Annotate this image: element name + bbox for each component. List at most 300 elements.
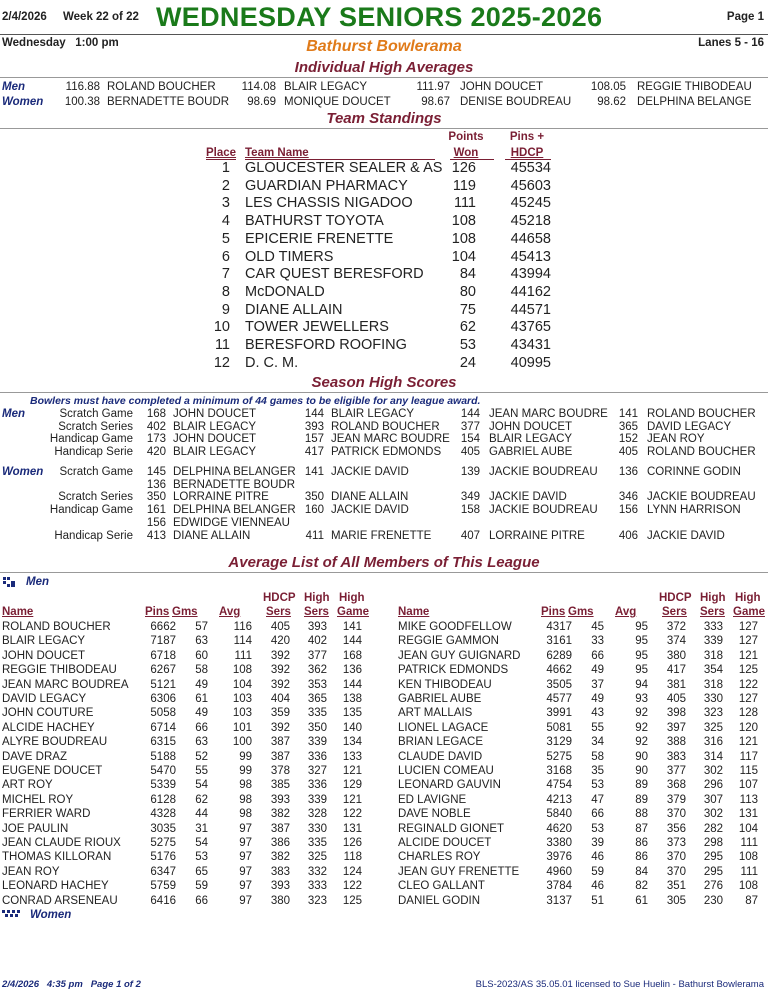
member-hdcp-series: 392 — [270, 649, 290, 662]
member-pins: 3784 — [546, 880, 572, 893]
men-icon — [2, 576, 16, 588]
member-high-series: 339 — [703, 635, 723, 648]
member-pins: 6416 — [150, 894, 176, 907]
footer-license: BLS-2023/AS 35.05.01 licensed to Sue Huelin - Bathurst Bowlerama — [475, 979, 764, 990]
standing-team: McDONALD — [245, 283, 325, 300]
member-hdcp-series: 405 — [270, 621, 290, 633]
member-pins: 6718 — [150, 649, 176, 662]
member-pins: 3976 — [546, 851, 572, 864]
high-average-value: 98.67 — [421, 96, 450, 108]
member-pins: 6128 — [150, 793, 176, 806]
season-bowler: DAVID LEGACY — [647, 420, 732, 433]
member-pins: 6306 — [150, 693, 176, 705]
member-high-game: 111 — [740, 837, 758, 849]
lanes-label: Lanes 5 - 16 — [698, 37, 764, 49]
standing-place: 12 — [213, 354, 230, 371]
member-hdcp-series: 397 — [666, 721, 686, 734]
member-high-game: 121 — [342, 765, 362, 777]
member-high-series: 307 — [703, 793, 723, 806]
member-high-game: 136 — [342, 664, 362, 677]
footer-print-info: 2/4/2026 4:35 pm Page 1 of 2 — [2, 979, 141, 990]
season-bowler: JACKIE DAVID — [647, 529, 725, 542]
member-hdcp-series: 372 — [666, 621, 686, 633]
season-bowler: JEAN MARC BOUDRE — [331, 433, 450, 446]
member-high-series: 295 — [703, 851, 723, 864]
member-name: CLAUDE DAVID — [398, 750, 483, 763]
standing-pins: 45413 — [510, 248, 551, 265]
member-name: LIONEL LAGACE — [398, 721, 489, 734]
header-divider — [0, 34, 768, 35]
season-score: 144 — [460, 408, 480, 420]
col-points-bottom: Won — [453, 147, 479, 159]
member-average: 116 — [233, 621, 252, 633]
member-average: 92 — [635, 707, 648, 720]
season-bowler: JACKIE DAVID — [331, 504, 409, 517]
member-high-series: 330 — [307, 822, 327, 835]
member-high-game: 133 — [342, 750, 362, 763]
col-high-series-top: High — [700, 592, 726, 604]
member-hdcp-series: 392 — [270, 721, 290, 734]
high-average-value: 100.38 — [64, 96, 100, 108]
standing-points: 104 — [451, 248, 476, 265]
season-score: 136 — [618, 466, 638, 478]
league-day-time: Wednesday 1:00 pm — [2, 37, 119, 49]
season-score: 145 — [146, 466, 166, 478]
week-label: Week 22 of 22 — [63, 11, 139, 23]
standing-pins: 40995 — [510, 354, 551, 371]
member-high-game: 128 — [738, 707, 758, 720]
member-name: REGGIE GAMMON — [398, 635, 499, 648]
col-games: Gms — [568, 606, 594, 618]
standing-team: D. C. M. — [245, 354, 299, 371]
member-high-game: 87 — [745, 894, 758, 907]
member-hdcp-series: 392 — [270, 664, 290, 677]
member-pins: 3129 — [546, 736, 572, 749]
member-high-series: 327 — [307, 765, 327, 777]
member-name: CHARLES ROY — [398, 851, 481, 864]
season-bowler: JACKIE BOUDREAU — [489, 466, 598, 478]
member-hdcp-series: 351 — [666, 880, 686, 893]
member-games: 44 — [195, 808, 208, 821]
col-hdcp-top: HDCP — [659, 592, 692, 604]
high-averages-title: Individual High Averages — [294, 59, 474, 76]
member-name: KEN THIBODEAU — [398, 678, 492, 691]
member-high-series: 325 — [307, 851, 327, 864]
standing-team: LES CHASSIS NIGADOO — [245, 195, 413, 212]
standing-place: 4 — [221, 213, 230, 230]
member-average: 103 — [232, 693, 252, 705]
member-pins: 3035 — [150, 822, 176, 835]
member-high-series: 330 — [703, 693, 723, 705]
member-average: 97 — [239, 880, 252, 893]
member-high-game: 125 — [342, 894, 362, 907]
member-games: 34 — [591, 736, 604, 749]
season-bowler: LORRAINE PITRE — [173, 491, 269, 504]
standing-place: 5 — [221, 230, 230, 247]
member-high-series: 339 — [307, 736, 327, 749]
member-high-game: 121 — [738, 649, 758, 662]
standing-team: DIANE ALLAIN — [245, 301, 343, 318]
member-name: ART MALLAIS — [398, 707, 473, 720]
member-average: 90 — [635, 750, 648, 763]
member-hdcp-series: 387 — [270, 822, 290, 835]
member-hdcp-series: 380 — [270, 894, 290, 907]
season-score: 349 — [460, 491, 480, 504]
season-score: 407 — [460, 529, 480, 542]
member-high-series: 377 — [307, 649, 327, 662]
divider — [0, 392, 768, 393]
member-hdcp-series: 381 — [666, 678, 686, 691]
season-score: 141 — [304, 466, 324, 478]
standing-place: 8 — [221, 283, 230, 300]
member-high-series: 336 — [307, 750, 327, 763]
season-score: 413 — [146, 529, 166, 542]
member-high-game: 138 — [342, 693, 362, 705]
member-high-series: 333 — [703, 621, 723, 633]
member-pins: 5339 — [150, 779, 176, 792]
col-place: Place — [206, 147, 237, 159]
col-name: Name — [2, 606, 34, 618]
divider — [0, 572, 768, 573]
standing-points: 126 — [451, 160, 476, 176]
member-average: 84 — [635, 865, 648, 878]
season-bowler: JACKIE BOUDREAU — [647, 491, 756, 504]
season-score: 139 — [460, 466, 480, 478]
report-date: 2/4/2026 — [2, 11, 47, 23]
member-pins: 4577 — [546, 693, 572, 705]
divider — [0, 77, 768, 78]
season-bowler: DELPHINA BELANGER — [173, 466, 296, 478]
standing-team: TOWER JEWELLERS — [245, 319, 389, 336]
member-pins: 5470 — [150, 765, 176, 777]
member-hdcp-series: 387 — [270, 750, 290, 763]
member-name: LEONARD HACHEY — [2, 880, 109, 893]
standing-points: 84 — [459, 266, 476, 283]
season-category: Handicap Serie — [54, 529, 133, 542]
member-high-game: 118 — [343, 851, 362, 864]
col-pins-top: Pins + — [509, 131, 545, 143]
member-games: 46 — [591, 880, 604, 893]
member-name: THOMAS KILLORAN — [2, 851, 112, 864]
high-average-name: BLAIR LEGACY — [284, 81, 368, 93]
col-pins: Pins — [145, 606, 170, 618]
season-bowler: DELPHINA BELANGER — [173, 504, 296, 517]
member-high-series: 335 — [307, 707, 327, 720]
standing-points: 24 — [459, 354, 476, 371]
season-bowler: LYNN HARRISON — [647, 504, 741, 517]
standing-team: CAR QUEST BERESFORD — [245, 266, 424, 283]
member-name: PATRICK EDMONDS — [398, 664, 509, 677]
member-high-series: 328 — [307, 808, 327, 821]
member-high-series: 316 — [703, 736, 723, 749]
member-games: 60 — [195, 649, 208, 662]
member-hdcp-series: 383 — [666, 750, 686, 763]
member-hdcp-series: 404 — [270, 693, 290, 705]
member-games: 66 — [591, 808, 604, 821]
member-name: LUCIEN COMEAU — [398, 765, 494, 777]
men-label: Men — [2, 81, 25, 93]
women-icon — [2, 909, 20, 919]
member-name: LEONARD GAUVIN — [398, 779, 501, 792]
season-bowler: BLAIR LEGACY — [173, 446, 257, 459]
member-hdcp-series: 373 — [666, 837, 686, 849]
member-high-game: 121 — [342, 793, 362, 806]
member-hdcp-series: 393 — [270, 793, 290, 806]
member-high-game: 141 — [342, 621, 362, 633]
member-hdcp-series: 382 — [270, 808, 290, 821]
member-games: 63 — [195, 635, 208, 648]
season-score: 154 — [460, 433, 480, 446]
member-name: ED LAVIGNE — [398, 793, 467, 806]
member-pins: 3380 — [546, 837, 572, 849]
member-high-game: 122 — [342, 880, 362, 893]
member-hdcp-series: 386 — [270, 837, 290, 849]
member-high-series: 318 — [703, 678, 723, 691]
member-name: ALYRE BOUDREAU — [2, 736, 108, 749]
member-name: JEAN GUY GUIGNARD — [398, 649, 521, 662]
member-average: 97 — [239, 822, 252, 835]
member-games: 55 — [195, 765, 208, 777]
member-high-series: 332 — [307, 865, 327, 878]
member-average: 94 — [635, 678, 648, 691]
member-pins: 5121 — [150, 678, 176, 691]
season-score: 346 — [618, 491, 638, 504]
member-games: 62 — [195, 793, 208, 806]
standing-pins: 45245 — [510, 195, 551, 212]
high-average-name: REGGIE THIBODEAU — [637, 81, 752, 93]
member-average: 90 — [635, 765, 648, 777]
col-hdcp-top: HDCP — [263, 592, 296, 604]
member-games: 65 — [195, 865, 208, 878]
standing-pins: 44658 — [510, 230, 551, 247]
member-name: CONRAD ARSENEAU — [2, 894, 118, 907]
high-average-name: DELPHINA BELANGE — [637, 96, 752, 108]
standing-pins: 45218 — [510, 213, 551, 230]
avg-men-label: Men — [26, 576, 49, 588]
member-average: 97 — [239, 865, 252, 878]
standing-points: 62 — [459, 319, 476, 336]
member-pins: 4960 — [546, 865, 572, 878]
standing-team: EPICERIE FRENETTE — [245, 230, 394, 247]
member-high-series: 323 — [703, 707, 723, 720]
season-score: 411 — [305, 529, 324, 542]
standing-team: GUARDIAN PHARMACY — [245, 177, 408, 194]
col-pins: Pins — [541, 606, 566, 618]
member-hdcp-series: 356 — [666, 822, 686, 835]
standing-pins: 45534 — [510, 160, 551, 176]
season-bowler: JACKIE DAVID — [489, 491, 567, 504]
member-high-series: 393 — [307, 621, 327, 633]
col-team-name: Team Name — [245, 147, 309, 159]
high-average-value: 98.69 — [247, 96, 276, 108]
member-games: 46 — [591, 851, 604, 864]
season-score: 393 — [304, 420, 324, 433]
member-name: ALCIDE DOUCET — [398, 837, 492, 849]
col-high-series-bottom: Sers — [700, 606, 725, 618]
member-pins: 4662 — [546, 664, 572, 677]
standing-place: 11 — [214, 337, 230, 353]
season-bowler: BLAIR LEGACY — [489, 433, 573, 446]
member-name: DAVE NOBLE — [398, 808, 471, 821]
divider — [0, 128, 768, 129]
member-average: 104 — [232, 678, 252, 691]
member-high-game: 127 — [738, 693, 758, 705]
col-average: Avg — [615, 606, 637, 618]
women-label: Women — [2, 96, 44, 108]
member-games: 59 — [591, 865, 604, 878]
member-high-game: 126 — [342, 837, 362, 849]
member-high-game: 144 — [342, 678, 362, 691]
member-hdcp-series: 382 — [270, 851, 290, 864]
member-pins: 3161 — [546, 635, 572, 648]
member-high-game: 104 — [738, 822, 758, 835]
member-high-game: 124 — [342, 865, 362, 878]
team-standings-title: Team Standings — [326, 110, 442, 127]
standing-place: 1 — [221, 160, 230, 176]
member-hdcp-series: 378 — [270, 765, 290, 777]
member-high-series: 282 — [703, 822, 723, 835]
member-average: 99 — [239, 765, 252, 777]
col-points-top: Points — [448, 131, 484, 143]
member-games: 66 — [591, 649, 604, 662]
member-high-series: 318 — [703, 649, 723, 662]
member-average: 103 — [232, 707, 252, 720]
season-bowler: BERNADETTE BOUDR — [173, 478, 296, 491]
member-name: JOE PAULIN — [2, 822, 69, 835]
member-name: MICHEL ROY — [2, 793, 74, 806]
member-high-series: 335 — [307, 837, 327, 849]
season-bowler: ROLAND BOUCHER — [647, 408, 756, 420]
season-score: 161 — [146, 504, 166, 517]
member-average: 98 — [239, 808, 252, 821]
member-high-game: 127 — [738, 621, 758, 633]
col-average: Avg — [219, 606, 241, 618]
high-average-name: JOHN DOUCET — [460, 81, 544, 93]
member-high-series: 350 — [307, 721, 327, 734]
season-category: Scratch Series — [58, 491, 133, 504]
member-hdcp-series: 379 — [666, 793, 686, 806]
member-pins: 6662 — [150, 621, 176, 633]
member-name: BLAIR LEGACY — [2, 635, 86, 648]
season-bowler: GABRIEL AUBE — [489, 446, 573, 459]
member-hdcp-series: 380 — [666, 649, 686, 662]
member-games: 45 — [591, 621, 604, 633]
member-high-game: 140 — [342, 721, 362, 734]
member-pins: 5188 — [150, 750, 176, 763]
member-high-game: 134 — [342, 736, 362, 749]
member-average: 111 — [234, 649, 252, 662]
member-high-game: 120 — [738, 721, 758, 734]
member-average: 95 — [635, 664, 648, 677]
high-average-value: 98.62 — [597, 96, 626, 108]
member-high-series: 353 — [307, 678, 327, 691]
member-name: JOHN DOUCET — [2, 649, 86, 662]
standing-place: 10 — [213, 319, 230, 336]
member-games: 66 — [195, 894, 208, 907]
member-high-game: 127 — [738, 635, 758, 648]
col-hdcp-bottom: Sers — [266, 606, 291, 618]
season-score: 156 — [146, 516, 166, 529]
member-high-game: 115 — [739, 765, 758, 777]
member-pins: 4620 — [546, 822, 572, 835]
member-high-game: 121 — [738, 736, 758, 749]
season-category: Handicap Serie — [54, 446, 133, 459]
member-name: REGINALD GIONET — [398, 822, 505, 835]
member-high-series: 302 — [703, 808, 723, 821]
member-pins: 4754 — [546, 779, 572, 792]
member-games: 37 — [591, 678, 604, 691]
season-bowler: DIANE ALLAIN — [173, 529, 251, 542]
bowling-center-name: Bathurst Bowlerama — [306, 38, 462, 55]
member-name: GABRIEL AUBE — [398, 693, 482, 705]
member-high-game: 107 — [738, 779, 758, 792]
member-pins: 7187 — [150, 635, 176, 648]
standing-place: 6 — [221, 248, 230, 265]
col-name: Name — [398, 606, 430, 618]
season-score: 141 — [618, 408, 638, 420]
season-women-label: Women — [2, 466, 44, 478]
season-score: 160 — [304, 504, 324, 517]
member-pins: 5081 — [546, 721, 572, 734]
member-high-game: 117 — [739, 750, 758, 763]
member-high-series: 336 — [307, 779, 327, 792]
member-hdcp-series: 305 — [666, 894, 686, 907]
member-high-game: 168 — [342, 649, 362, 662]
high-average-value: 116.88 — [65, 81, 100, 93]
member-hdcp-series: 388 — [666, 736, 686, 749]
member-name: DAVID LEGACY — [2, 693, 87, 705]
member-high-series: 333 — [307, 880, 327, 893]
member-average: 97 — [239, 894, 252, 907]
standing-pins: 44571 — [510, 301, 551, 318]
member-name: REGGIE THIBODEAU — [2, 664, 117, 677]
member-high-game: 131 — [738, 808, 758, 821]
member-average: 101 — [232, 721, 252, 734]
member-high-game: 122 — [738, 678, 758, 691]
season-score: 173 — [146, 433, 166, 446]
standing-pins: 43765 — [510, 319, 551, 336]
member-pins: 3505 — [546, 678, 572, 691]
member-high-series: 314 — [703, 750, 723, 763]
high-average-name: ROLAND BOUCHER — [107, 81, 216, 93]
high-average-name: MONIQUE DOUCET — [284, 96, 391, 108]
season-bowler: ROLAND BOUCHER — [647, 446, 756, 459]
member-high-series: 295 — [703, 865, 723, 878]
member-pins: 5759 — [150, 880, 176, 893]
season-high-title: Season High Scores — [311, 374, 457, 391]
member-name: MIKE GOODFELLOW — [398, 621, 512, 633]
season-score: 152 — [618, 433, 638, 446]
member-high-game: 108 — [738, 880, 758, 893]
member-hdcp-series: 420 — [270, 635, 290, 648]
member-games: 61 — [195, 693, 208, 705]
season-bowler: JEAN ROY — [647, 433, 705, 446]
high-average-value: 114.08 — [241, 81, 276, 93]
member-games: 47 — [591, 793, 604, 806]
member-games: 53 — [591, 779, 604, 792]
member-games: 43 — [591, 707, 604, 720]
member-high-series: 323 — [307, 894, 327, 907]
season-bowler: DIANE ALLAIN — [331, 491, 409, 504]
member-pins: 3168 — [546, 765, 572, 777]
member-average: 108 — [232, 664, 252, 677]
member-name: BRIAN LEGACE — [398, 736, 483, 749]
member-games: 55 — [591, 721, 604, 734]
season-bowler: JEAN MARC BOUDRE — [489, 408, 608, 420]
member-games: 49 — [195, 678, 208, 691]
season-bowler: LORRAINE PITRE — [489, 529, 585, 542]
member-high-series: 365 — [307, 693, 327, 705]
